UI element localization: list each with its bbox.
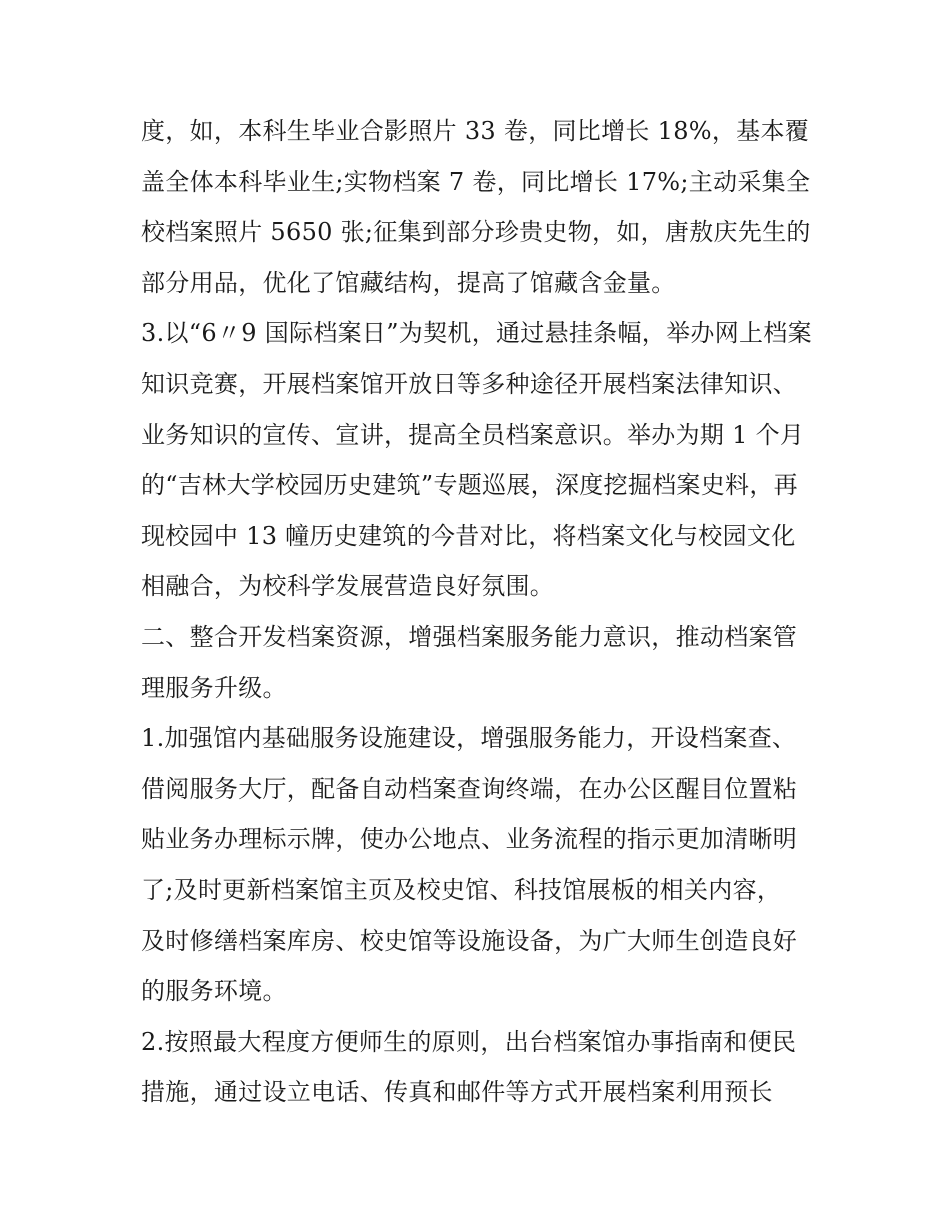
text-line: 措施，通过设立电话、传真和邮件等方式开展档案利用预长	[141, 1078, 773, 1107]
text-line: 业务知识的宣传、宣讲，提高全员档案意识。举办为期 1 个月	[141, 420, 805, 449]
text-line: 1.加强馆内基础服务设施建设，增强服务能力，开设档案查、	[141, 724, 797, 753]
text-line: 相融合，为校科学发展营造良好氛围。	[141, 572, 555, 601]
text-line: 2.按照最大程度方便师生的原则，出台档案馆办事指南和便民	[141, 1027, 797, 1056]
text-line: 度，如，本科生毕业合影照片 33 卷，同比增长 18%，基本覆	[141, 117, 810, 145]
section-heading-line: 二、整合开发档案资源，增强档案服务能力意识，推动档案管	[141, 622, 798, 651]
text-line: 及时修缮档案库房、校史馆等设施设备，为广大师生创造良好	[141, 926, 798, 955]
text-line: 盖全体本科毕业生;实物档案 7 卷，同比增长 17%;主动采集全	[141, 167, 811, 196]
document-body	[141, 111, 821, 1123]
section-heading-line: 理服务升级。	[141, 673, 287, 702]
text-line: 部分用品，优化了馆藏结构，提高了馆藏含金量。	[141, 268, 676, 297]
text-line: 贴业务办理标示牌，使办公地点、业务流程的指示更加清晰明	[141, 825, 798, 854]
text-line: 的服务环境。	[141, 977, 287, 1006]
text-line: 3.以“6〃9 国际档案日”为契机，通过悬挂条幅，举办网上档案	[141, 319, 812, 348]
text-line: 知识竞赛，开展档案馆开放日等多种途径开展档案法律知识、	[141, 369, 798, 398]
text-line: 校档案照片 5650 张;征集到部分珍贵史物，如，唐敖庆先生的	[141, 218, 811, 247]
text-line: 借阅服务大厅，配备自动档案查询终端，在办公区醒目位置粘	[141, 774, 798, 803]
text-line: 的“吉林大学校园历史建筑”专题巡展，深度挖掘档案史料，再	[141, 471, 798, 500]
text-line: 现校园中 13 幢历史建筑的今昔对比，将档案文化与校园文化	[141, 521, 796, 550]
text-line: 了;及时更新档案馆主页及校史馆、科技馆展板的相关内容，	[141, 875, 782, 904]
